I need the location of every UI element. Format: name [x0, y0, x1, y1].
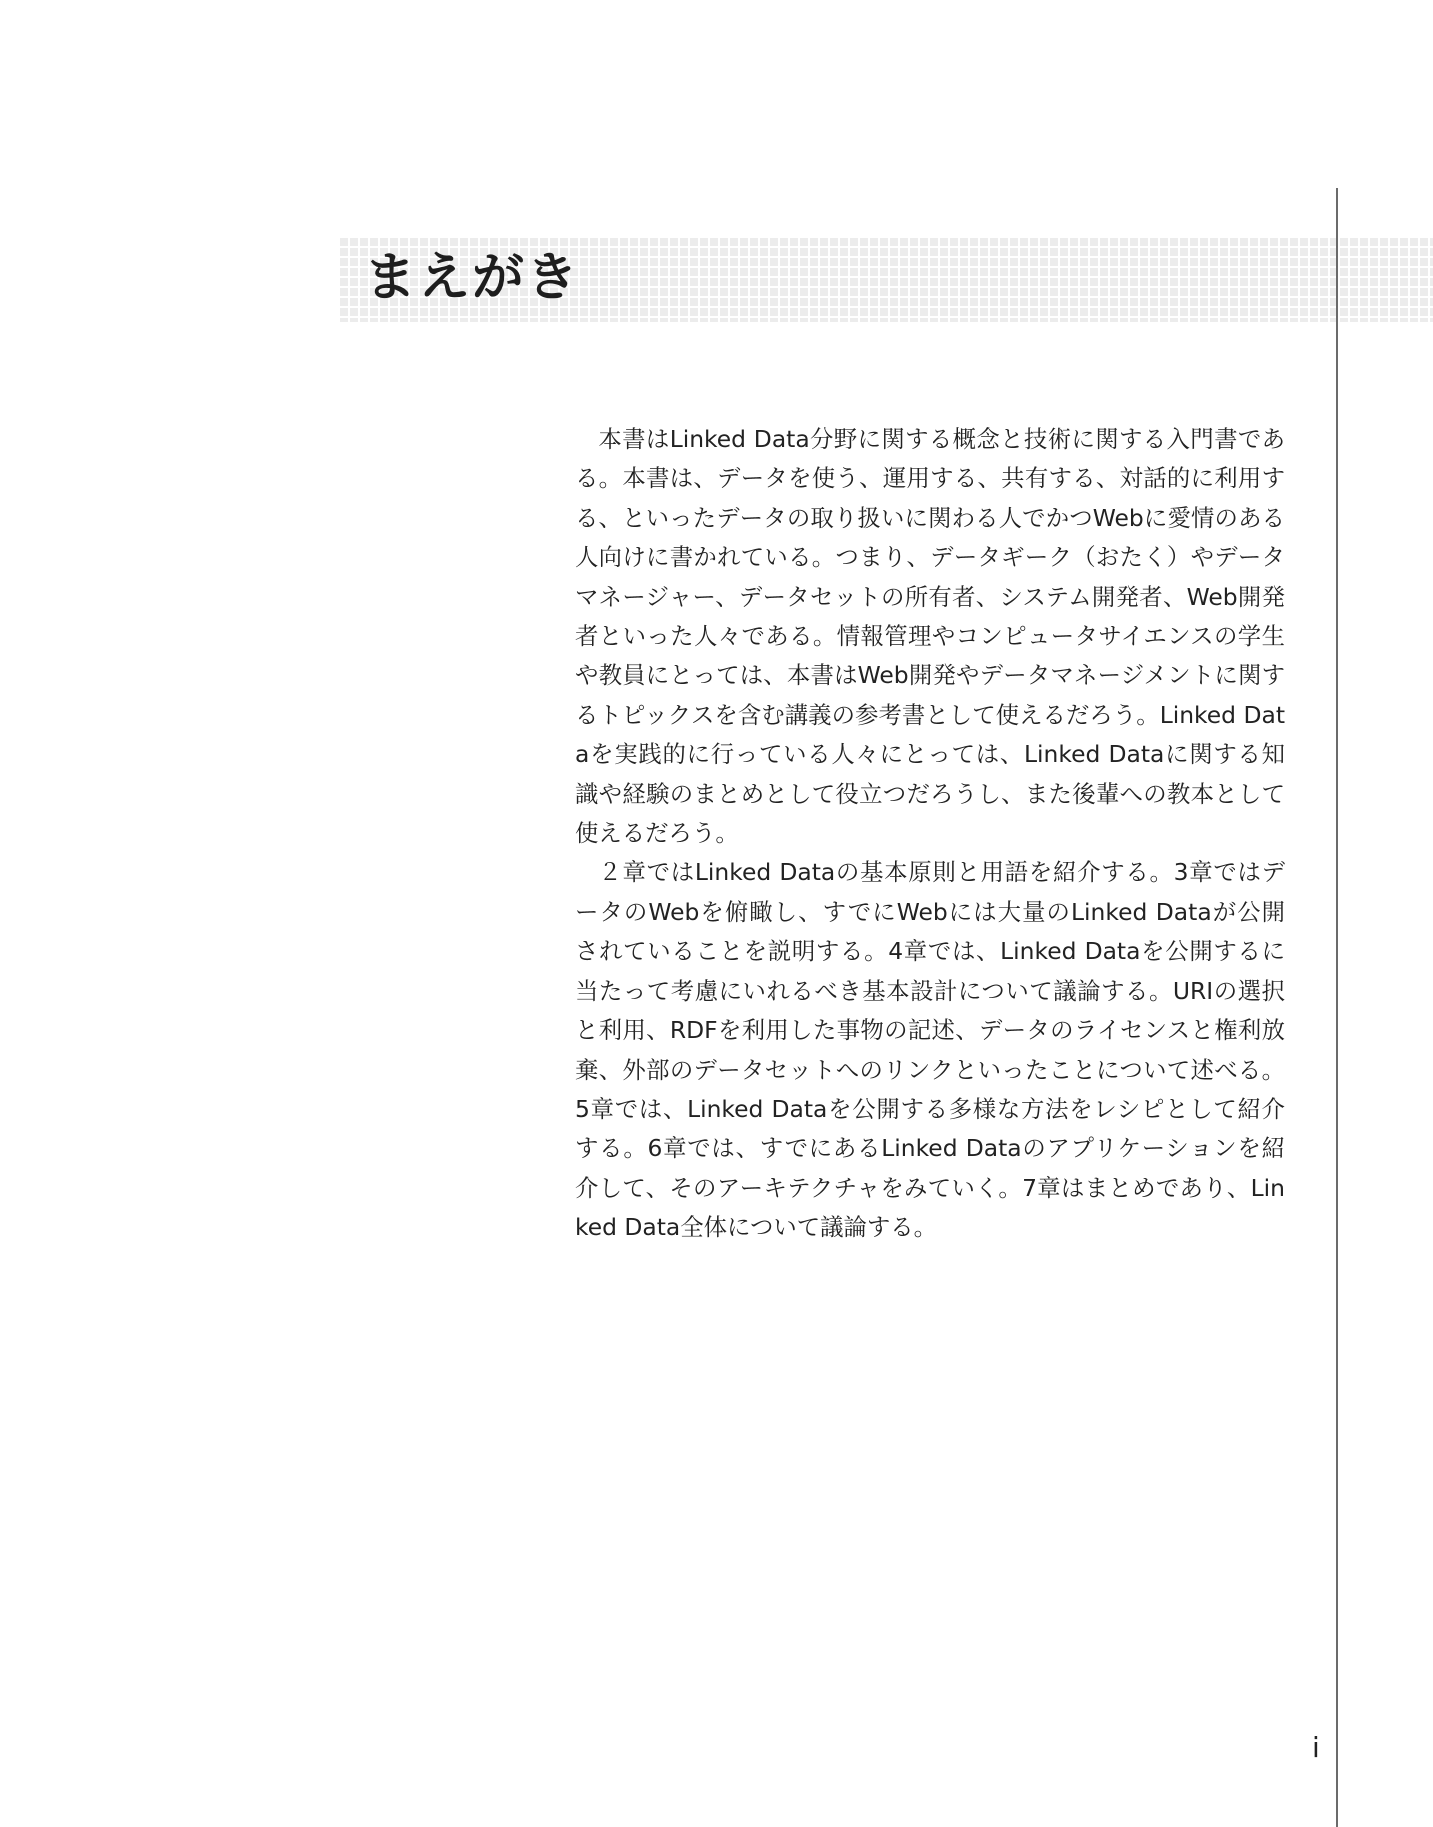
paragraph-1: 本書はLinked Data分野に関する概念と技術に関する入門書である。本書は、データを使う、運用する、共有する、対話的に利用する、といったデータの取り扱いに関わる人でかつWebに愛情のある人向けに書かれている。つまり、データギーク（おたく）やデータマネージャー、データセットの所有者、システム開発者、Web開発者といった人々である。情報管理やコンピュータサイエンスの学生や教員にとっては、本書はWeb開発やデータマネージメントに関するトピックスを含む講義の参考書として使えるだろう。Linked Dataを実践的に行っている人々にとっては、Linked Dataに関する知識や経験のまとめとして役立つだろうし、また後輩への教本として使えるだろう。 [575, 425, 1285, 848]
preface-body [575, 420, 1285, 1248]
page-edge-rule [1336, 188, 1338, 1827]
paragraph-2: ２章ではLinked Dataの基本原則と用語を紹介する。3章ではデータのWebを俯瞰し、すでにWebには大量のLinked Dataが公開されていることを説明する。4章では、Linked Dataを公開するに当たって考慮にいれるべき基本設計について議論する。URIの選択と利用、RDFを利用した事物の記述、データのライセンスと権利放棄、外部のデータセットへのリンクといったことについて述べる。5章では、Linked Dataを公開する多様な方法をレシピとして紹介する。6章では、すでにあるLinked Dataのアプリケーションを紹介して、そのアーキテクチャをみていく。7章はまとめであり、Linked Data全体について議論する。 [575, 858, 1285, 1242]
page-title: まえがき [364, 248, 581, 308]
page-number: i [1312, 1731, 1320, 1764]
